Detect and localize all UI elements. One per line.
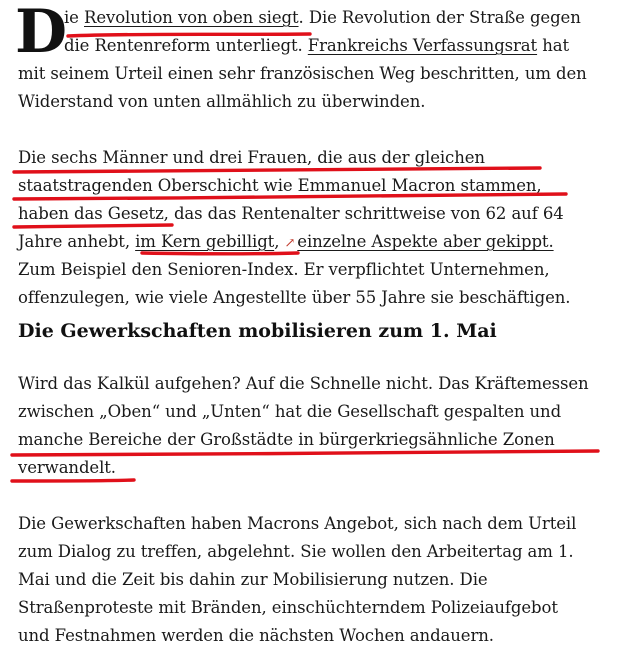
text-run: hat	[537, 36, 570, 55]
link-im-kern-gebilligt[interactable]: im Kern gebilligt	[135, 232, 275, 251]
text-line: und Festnahmen werden die nächsten Wochen andauern.	[18, 626, 494, 645]
text-run: ,	[274, 232, 285, 251]
link-verfassungsrat[interactable]: Frankreichs Verfassungsrat	[307, 36, 538, 55]
text-line: Wird das Kalkül aufgehen? Auf die Schnelle nicht. Das Kräftemessen	[18, 374, 589, 393]
text-line: staatstragenden Oberschicht wie Emmanuel Macron stammen,	[18, 176, 542, 195]
drop-cap: D	[15, 0, 68, 67]
text-line	[64, 4, 581, 32]
text-run: die Rentenreform unterliegt.	[64, 36, 308, 55]
text-line: Straßenproteste mit Bränden, einschüchterndem Polizeiaufgebot	[18, 598, 558, 617]
text-line: Die sechs Männer und drei Frauen, die aus der gleichen	[18, 148, 485, 167]
link-revolution-von-oben[interactable]: Revolution von oben siegt	[84, 8, 299, 27]
text-line: zum Dialog zu treffen, abgelehnt. Sie wollen den Arbeitertag am 1.	[18, 542, 574, 561]
text-line: zwischen „Oben“ und „Unten“ hat die Gesellschaft gespalten und	[18, 402, 562, 421]
text-line: offenzulegen, wie viele Angestellte über 55 Jahre sie beschäftigen.	[18, 288, 571, 307]
text-line: Widerstand von unten allmählich zu überwinden.	[18, 92, 426, 111]
link-einzelne-aspekte[interactable]: einzelne Aspekte aber gekippt.	[297, 232, 554, 251]
text-run: Jahre anhebt,	[18, 232, 136, 251]
text-run: ie	[64, 8, 84, 27]
text-run: . Die Revolution der Straße gegen	[298, 8, 581, 27]
text-line: Mai und die Zeit bis dahin zur Mobilisierung nutzen. Die	[18, 570, 488, 589]
text-line: Zum Beispiel den Senioren-Index. Er verpflichtet Unternehmen,	[18, 260, 550, 279]
section-heading: Die Gewerkschaften mobilisieren zum 1. Mai	[18, 320, 497, 342]
text-line: haben das Gesetz, das das Rentenalter schrittweise von 62 auf 64	[18, 204, 564, 223]
text-line: manche Bereiche der Großstädte in bürgerkriegsähnliche Zonen	[18, 430, 555, 449]
text-line	[18, 228, 554, 258]
text-line	[64, 32, 569, 60]
external-link-arrow-icon: ↗	[284, 236, 296, 251]
text-line: verwandelt.	[18, 458, 116, 477]
text-line: mit seinem Urteil einen sehr französischen Weg beschritten, um den	[18, 64, 587, 83]
text-line: Die Gewerkschaften haben Macrons Angebot, sich nach dem Urteil	[18, 514, 577, 533]
